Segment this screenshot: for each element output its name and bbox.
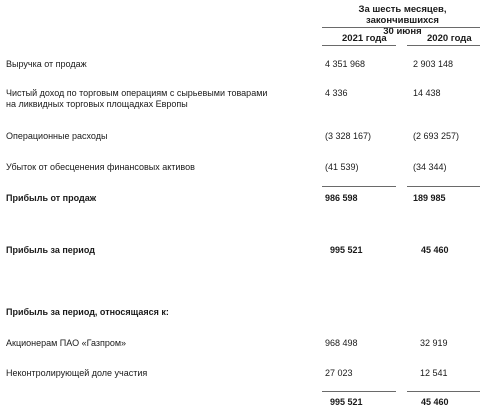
column-header-2020: 2020 года [427, 33, 472, 44]
row-label-sales-profit: Прибыль от продаж [6, 193, 97, 203]
period-header-line2: 30 июня [383, 26, 422, 37]
row-label-revenue: Выручка от продаж [6, 59, 87, 69]
row-value-period-profit-2020: 45 460 [421, 245, 449, 255]
column-rule-2020 [407, 45, 480, 46]
row-label-shareholders: Акционерам ПАО «Газпром» [6, 338, 127, 348]
row-label-period-profit: Прибыль за период [6, 245, 95, 255]
row-label-trading-income-line1: Чистый доход по торговым операциям с сырьевыми товарами [6, 88, 268, 98]
row-label-non-controlling: Неконтролирующей доле участия [6, 368, 148, 378]
row-label-attributable-header: Прибыль за период, относящаяся к: [6, 307, 169, 317]
row-label-operating-expenses: Операционные расходы [6, 131, 108, 141]
row-value-sales-profit-2020: 189 985 [413, 193, 446, 203]
row-value-shareholders-2020: 32 919 [420, 338, 448, 348]
row-value-operating-expenses-2020: (2 693 257) [413, 131, 460, 141]
subtotal-rule-2021 [322, 186, 396, 187]
row-label-impairment-loss: Убыток от обесценения финансовых активов [6, 162, 195, 172]
subtotal-rule-2020 [407, 186, 480, 187]
row-value-operating-expenses-2021: (3 328 167) [325, 131, 372, 141]
row-value-trading-income-2021: 4 336 [325, 88, 348, 98]
row-value-impairment-loss-2020: (34 344) [413, 162, 447, 172]
row-value-period-profit-2021: 995 521 [330, 245, 363, 255]
row-label-trading-income-line2: на ликвидных торговых площадках Европы [6, 99, 188, 109]
row-value-non-controlling-2020: 12 541 [420, 368, 448, 378]
row-value-impairment-loss-2021: (41 539) [325, 162, 359, 172]
row-value-non-controlling-2021: 27 023 [325, 368, 353, 378]
row-value-total-2020: 45 460 [421, 397, 449, 407]
row-value-revenue-2021: 4 351 968 [325, 59, 366, 69]
total-rule-2021 [322, 391, 396, 392]
row-value-revenue-2020: 2 903 148 [413, 59, 454, 69]
column-header-2021: 2021 года [342, 33, 387, 44]
row-value-shareholders-2021: 968 498 [325, 338, 358, 348]
period-header-line1: За шесть месяцев, закончившихся [358, 4, 447, 26]
period-header-rule [322, 27, 480, 28]
row-label-trading-income [6, 88, 267, 110]
column-rule-2021 [322, 45, 396, 46]
row-value-sales-profit-2021: 986 598 [325, 193, 358, 203]
total-rule-2020 [407, 391, 480, 392]
row-value-total-2021: 995 521 [330, 397, 363, 407]
row-value-trading-income-2020: 14 438 [413, 88, 441, 98]
